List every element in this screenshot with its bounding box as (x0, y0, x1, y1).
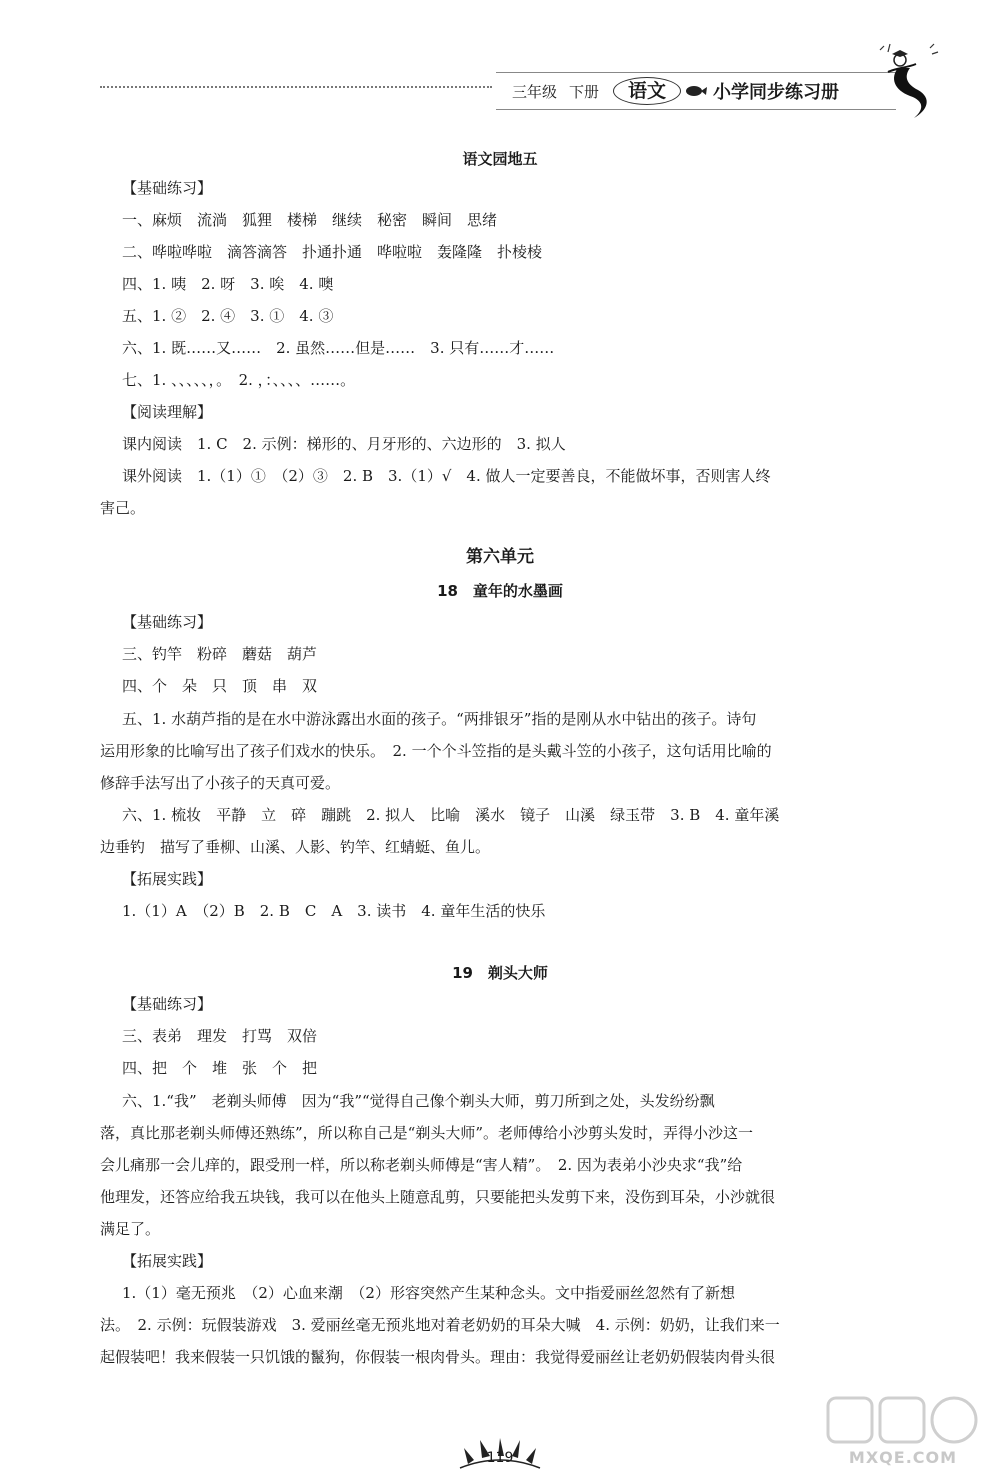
lesson-title-19: 19 剃头大师 (452, 964, 548, 982)
text-line: 五、1. 水葫芦指的是在水中游泳露出水面的孩子。“两排银牙”指的是刚从水中钻出的孩子。诗句 (122, 710, 757, 728)
watermark-seal-icon (818, 1392, 988, 1448)
section-title-garden-five: 语文园地五 (462, 150, 538, 168)
header-subject: 语文 (613, 77, 681, 105)
text-line: 六、1. 梳妆 平静 立 碎 蹦跳 2. 拟人 比喻 溪水 镜子 山溪 绿玉带 3. B 4. 童年溪 (122, 806, 780, 824)
text-line: 落，真比那老剃头师傅还熟练”，所以称自己是“剃头大师”。老师傅给小沙剪头发时，弄得小沙这一 (100, 1124, 754, 1142)
text-line: 【基础练习】 (122, 179, 213, 197)
text-line: 四、把 个 堆 张 个 把 (122, 1059, 318, 1077)
watermark-text: MXQE.COM (848, 1448, 958, 1467)
header-grade: 三年级 (512, 82, 558, 101)
text-line: 满足了。 (100, 1220, 161, 1238)
text-line: 一、麻烦 流淌 狐狸 楼梯 继续 秘密 瞬间 思绪 (122, 211, 498, 229)
header-dotted-rule (100, 86, 492, 88)
text-line: 二、哗啦哗啦 滴答滴答 扑通扑通 哗啦啦 轰隆隆 扑棱棱 (122, 243, 543, 261)
text-line: 起假装吧！我来假装一只饥饿的鬣狗，你假装一根肉骨头。理由：我觉得爱丽丝让老奶奶假装肉骨头很 (100, 1348, 776, 1366)
text-line: 【拓展实践】 (122, 1252, 213, 1270)
page-number-badge (440, 1438, 560, 1472)
ink-brush-icon (685, 84, 707, 98)
text-line: 1.（1）A （2）B 2. B C A 3. 读书 4. 童年生活的快乐 (122, 902, 546, 920)
text-line: 六、1.“我” 老剃头师傅 因为“我”“觉得自己像个剃头大师，剪刀所到之处，头发纷纷飘 (122, 1092, 715, 1110)
text-line: 会儿痛那一会儿痒的，跟受刑一样，所以称老剃头师傅是“害人精”。 2. 因为表弟小沙央求“我”给 (100, 1156, 743, 1174)
text-line: 【阅读理解】 (122, 403, 213, 421)
text-line: 边垂钓 描写了垂柳、山溪、人影、钓竿、红蜻蜓、鱼儿。 (100, 838, 491, 856)
page-header (496, 72, 896, 110)
text-line: 【拓展实践】 (122, 870, 213, 888)
graduate-figure-icon (870, 42, 940, 122)
text-line: 害己。 (100, 499, 146, 517)
text-line: 五、1. ② 2. ④ 3. ① 4. ③ (122, 307, 334, 325)
text-line: 三、表弟 理发 打骂 双倍 (122, 1027, 318, 1045)
text-line: 四、个 朵 只 顶 串 双 (122, 677, 318, 695)
text-line: 他理发，还答应给我五块钱，我可以在他头上随意乱剪，只要能把头发剪下来，没伤到耳朵，小沙就很 (100, 1188, 776, 1206)
text-line: 【基础练习】 (122, 995, 213, 1013)
text-line: 运用形象的比喻写出了孩子们戏水的快乐。 2. 一个个斗笠指的是头戴斗笠的小孩子，这句话用比喻的 (100, 742, 772, 760)
lesson-title-18: 18 童年的水墨画 (437, 582, 563, 600)
text-line: 课外阅读 1.（1）① （2）③ 2. B 3.（1）√ 4. 做人一定要善良，不能做坏事，否则害人终 (122, 467, 771, 485)
text-line: 1.（1）毫无预兆 （2）心血来潮 （2）形容突然产生某种念头。文中指爱丽丝忽然有了新想 (122, 1284, 735, 1302)
text-line: 课内阅读 1. C 2. 示例：梯形的、月牙形的、六边形的 3. 拟人 (122, 435, 566, 453)
header-book-title: 小学同步练习册 (713, 82, 840, 103)
text-line: 三、钓竿 粉碎 蘑菇 葫芦 (122, 645, 318, 663)
text-line: 修辞手法写出了小孩子的天真可爱。 (100, 774, 341, 792)
text-line: 法。 2. 示例：玩假装游戏 3. 爱丽丝毫无预兆地对着老奶奶的耳朵大喊 4. 示例：奶奶，让我们来一 (100, 1316, 780, 1334)
text-line: 四、1. 咦 2. 呀 3. 唉 4. 噢 (122, 275, 334, 293)
header-term: 下册 (569, 82, 600, 101)
text-line: 六、1. 既……又…… 2. 虽然……但是…… 3. 只有……才…… (122, 339, 555, 357)
text-line: 【基础练习】 (122, 613, 213, 631)
page-number: 119 (486, 1450, 514, 1466)
watermark-logo (818, 1392, 988, 1472)
text-line: 七、1. 、、、、、，。 2. ，：、、、、……。 (122, 371, 356, 389)
unit-title: 第六单元 (466, 547, 534, 567)
